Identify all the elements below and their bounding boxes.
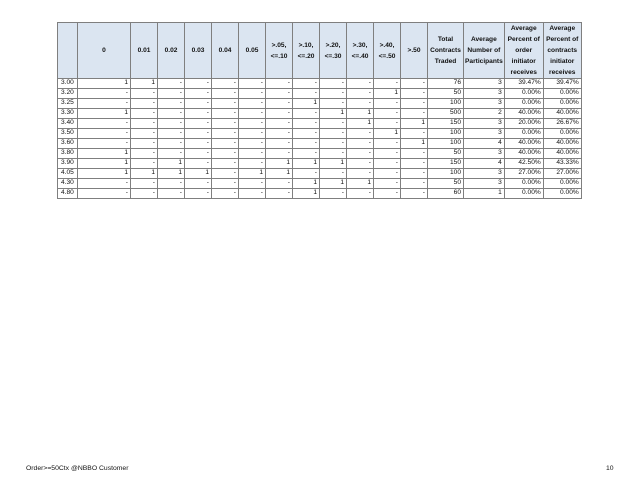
table-cell: - bbox=[212, 169, 239, 179]
table-cell: - bbox=[293, 109, 320, 119]
table-cell: - bbox=[185, 159, 212, 169]
table-cell: 1 bbox=[347, 109, 374, 119]
table-cell: - bbox=[266, 179, 293, 189]
table-row bbox=[58, 119, 582, 129]
table-cell: - bbox=[158, 79, 185, 89]
table-cell: - bbox=[185, 89, 212, 99]
table-cell: - bbox=[401, 89, 428, 99]
table-cell: 50 bbox=[428, 149, 464, 159]
table-cell: 0.00% bbox=[504, 99, 543, 109]
table-cell: - bbox=[401, 159, 428, 169]
table-cell: 0.00% bbox=[543, 89, 581, 99]
table-cell: 1 bbox=[293, 179, 320, 189]
table-cell: - bbox=[185, 119, 212, 129]
table-cell: - bbox=[401, 169, 428, 179]
table-cell: - bbox=[131, 89, 158, 99]
row-label-cell: 4.05 bbox=[58, 169, 78, 179]
row-label-cell: 3.20 bbox=[58, 89, 78, 99]
table-cell: - bbox=[293, 89, 320, 99]
table-cell: - bbox=[320, 149, 347, 159]
table-cell: - bbox=[293, 129, 320, 139]
column-header: 0.03 bbox=[185, 23, 212, 79]
table-cell: - bbox=[212, 179, 239, 189]
table-cell: - bbox=[78, 129, 131, 139]
table-cell: - bbox=[78, 189, 131, 199]
table-cell: 100 bbox=[428, 129, 464, 139]
header-row bbox=[58, 23, 582, 79]
column-header: >.50 bbox=[401, 23, 428, 79]
table-cell: 1 bbox=[266, 169, 293, 179]
table-cell: - bbox=[131, 129, 158, 139]
column-header: 0.02 bbox=[158, 23, 185, 79]
table-cell: - bbox=[185, 109, 212, 119]
table-cell: - bbox=[212, 139, 239, 149]
table-cell: - bbox=[401, 149, 428, 159]
table-cell: 0.00% bbox=[504, 189, 543, 199]
table-cell: 40.00% bbox=[543, 139, 581, 149]
column-header: Average Number of Participants bbox=[464, 23, 505, 79]
table-cell: 1 bbox=[78, 149, 131, 159]
table-cell: - bbox=[212, 89, 239, 99]
row-label-cell: 4.30 bbox=[58, 179, 78, 189]
table-cell: 0.00% bbox=[543, 99, 581, 109]
table-cell: - bbox=[266, 119, 293, 129]
footer-caption: Order>=50Ctx @NBBO Customer bbox=[26, 465, 129, 472]
table-row bbox=[58, 179, 582, 189]
table-cell: - bbox=[131, 119, 158, 129]
table-cell: 40.00% bbox=[504, 149, 543, 159]
table-cell: 1 bbox=[158, 159, 185, 169]
table-cell: - bbox=[374, 79, 401, 89]
table-cell: 1 bbox=[185, 169, 212, 179]
table-cell: - bbox=[293, 169, 320, 179]
table-cell: - bbox=[158, 139, 185, 149]
table-cell: - bbox=[374, 179, 401, 189]
table-cell: 0.00% bbox=[504, 129, 543, 139]
table-cell: 3 bbox=[464, 179, 505, 189]
table-cell: 1 bbox=[293, 189, 320, 199]
table-cell: - bbox=[239, 129, 266, 139]
table-cell: - bbox=[239, 79, 266, 89]
table-cell: 1 bbox=[464, 189, 505, 199]
table-cell: 1 bbox=[293, 99, 320, 109]
table-cell: 3 bbox=[464, 149, 505, 159]
table-cell: - bbox=[347, 79, 374, 89]
table-cell: - bbox=[239, 139, 266, 149]
table-cell: - bbox=[212, 109, 239, 119]
table-cell: 40.00% bbox=[543, 109, 581, 119]
table-cell: 42.50% bbox=[504, 159, 543, 169]
table-cell: 3 bbox=[464, 169, 505, 179]
table-cell: 3 bbox=[464, 99, 505, 109]
table-cell: 1 bbox=[78, 79, 131, 89]
table-cell: 500 bbox=[428, 109, 464, 119]
table-cell: 1 bbox=[401, 119, 428, 129]
table-cell: - bbox=[131, 179, 158, 189]
table-cell: - bbox=[185, 79, 212, 89]
column-header: >.40, <=.50 bbox=[374, 23, 401, 79]
table-cell: 27.00% bbox=[543, 169, 581, 179]
column-header: Average Percent of contracts initiator receives bbox=[543, 23, 581, 79]
table-cell: - bbox=[131, 189, 158, 199]
table-cell: 100 bbox=[428, 99, 464, 109]
table-cell: - bbox=[239, 119, 266, 129]
table-row bbox=[58, 99, 582, 109]
table-cell: 1 bbox=[131, 169, 158, 179]
table-cell: 60 bbox=[428, 189, 464, 199]
table-cell: - bbox=[212, 119, 239, 129]
column-header: Total Contracts Traded bbox=[428, 23, 464, 79]
table-cell: - bbox=[320, 169, 347, 179]
table-cell: 1 bbox=[78, 109, 131, 119]
table-cell: 1 bbox=[347, 179, 374, 189]
table-cell: - bbox=[212, 129, 239, 139]
table-cell: 1 bbox=[401, 139, 428, 149]
column-header: 0.01 bbox=[131, 23, 158, 79]
table-cell: - bbox=[320, 129, 347, 139]
table-cell: - bbox=[239, 89, 266, 99]
table-cell: - bbox=[158, 149, 185, 159]
table-cell: - bbox=[212, 189, 239, 199]
table-cell: 150 bbox=[428, 159, 464, 169]
table-cell: - bbox=[239, 189, 266, 199]
table-cell: 39.47% bbox=[543, 79, 581, 89]
table-cell: - bbox=[185, 129, 212, 139]
table-cell: - bbox=[158, 189, 185, 199]
table-cell: - bbox=[320, 89, 347, 99]
table-cell: - bbox=[320, 79, 347, 89]
table-cell: - bbox=[239, 109, 266, 119]
table-body bbox=[58, 79, 582, 199]
table-cell: 26.67% bbox=[543, 119, 581, 129]
row-label-cell: 3.25 bbox=[58, 99, 78, 109]
table-cell: - bbox=[78, 89, 131, 99]
page-number: 10 bbox=[606, 465, 614, 472]
table-cell: 3 bbox=[464, 79, 505, 89]
table-cell: - bbox=[78, 99, 131, 109]
table-cell: 1 bbox=[320, 109, 347, 119]
table-cell: - bbox=[239, 179, 266, 189]
table-cell: 3 bbox=[464, 119, 505, 129]
table-cell: - bbox=[320, 139, 347, 149]
table-cell: - bbox=[293, 149, 320, 159]
table-cell: - bbox=[347, 139, 374, 149]
table-cell: - bbox=[239, 149, 266, 159]
table-cell: - bbox=[158, 109, 185, 119]
table-cell: - bbox=[266, 89, 293, 99]
table-cell: - bbox=[347, 129, 374, 139]
table-cell: - bbox=[131, 139, 158, 149]
table-cell: - bbox=[158, 119, 185, 129]
table-cell: - bbox=[185, 179, 212, 189]
table-cell: 1 bbox=[131, 79, 158, 89]
table-cell: - bbox=[239, 99, 266, 109]
table-cell: - bbox=[347, 89, 374, 99]
table-cell: 1 bbox=[78, 169, 131, 179]
table-cell: 3 bbox=[464, 89, 505, 99]
table-cell: - bbox=[401, 129, 428, 139]
row-label-cell: 3.80 bbox=[58, 149, 78, 159]
table-cell: - bbox=[293, 119, 320, 129]
table-cell: - bbox=[212, 159, 239, 169]
table-cell: - bbox=[266, 79, 293, 89]
table-cell: 0.00% bbox=[543, 179, 581, 189]
table-row bbox=[58, 129, 582, 139]
table-cell: - bbox=[401, 99, 428, 109]
table-cell: - bbox=[347, 159, 374, 169]
table-cell: 1 bbox=[347, 119, 374, 129]
table-cell: 1 bbox=[320, 159, 347, 169]
table-cell: 1 bbox=[158, 169, 185, 179]
table-cell: 1 bbox=[374, 129, 401, 139]
table-row bbox=[58, 109, 582, 119]
table-cell: 1 bbox=[293, 159, 320, 169]
table-cell: 1 bbox=[239, 169, 266, 179]
table-cell: 100 bbox=[428, 169, 464, 179]
table-cell: 150 bbox=[428, 119, 464, 129]
data-table bbox=[57, 22, 582, 199]
table-cell: 1 bbox=[374, 89, 401, 99]
table-cell: - bbox=[347, 169, 374, 179]
table-cell: - bbox=[185, 139, 212, 149]
table-row bbox=[58, 79, 582, 89]
table-cell: - bbox=[293, 79, 320, 89]
table-cell: 0.00% bbox=[504, 89, 543, 99]
table-cell: - bbox=[320, 99, 347, 109]
table-cell: - bbox=[320, 189, 347, 199]
table-cell: - bbox=[293, 139, 320, 149]
table-cell: - bbox=[374, 189, 401, 199]
table-cell: 50 bbox=[428, 179, 464, 189]
table-cell: 1 bbox=[320, 179, 347, 189]
table-cell: - bbox=[266, 109, 293, 119]
table-cell: 100 bbox=[428, 139, 464, 149]
table-cell: 0.00% bbox=[543, 129, 581, 139]
row-label-cell: 4.80 bbox=[58, 189, 78, 199]
table-cell: - bbox=[78, 139, 131, 149]
table-cell: - bbox=[401, 109, 428, 119]
table-cell: 0.00% bbox=[504, 179, 543, 189]
table-cell: - bbox=[266, 189, 293, 199]
table-cell: - bbox=[266, 149, 293, 159]
table-cell: 2 bbox=[464, 109, 505, 119]
table-cell: - bbox=[401, 189, 428, 199]
table-cell: - bbox=[185, 189, 212, 199]
header-corner-cell bbox=[58, 23, 78, 79]
table-cell: 40.00% bbox=[543, 149, 581, 159]
table-cell: 40.00% bbox=[504, 109, 543, 119]
table-cell: 40.00% bbox=[504, 139, 543, 149]
table-cell: 43.33% bbox=[543, 159, 581, 169]
column-header: >.10, <=.20 bbox=[293, 23, 320, 79]
row-label-cell: 3.00 bbox=[58, 79, 78, 89]
table-cell: - bbox=[266, 129, 293, 139]
table-cell: - bbox=[347, 99, 374, 109]
table-cell: 0.00% bbox=[543, 189, 581, 199]
table-cell: - bbox=[401, 79, 428, 89]
table-cell: 3 bbox=[464, 129, 505, 139]
row-label-cell: 3.30 bbox=[58, 109, 78, 119]
table-cell: - bbox=[347, 189, 374, 199]
table-row bbox=[58, 169, 582, 179]
table-cell: - bbox=[374, 139, 401, 149]
row-label-cell: 3.90 bbox=[58, 159, 78, 169]
table-cell: - bbox=[212, 149, 239, 159]
table-row bbox=[58, 159, 582, 169]
row-label-cell: 3.40 bbox=[58, 119, 78, 129]
table-cell: - bbox=[266, 139, 293, 149]
table-cell: - bbox=[131, 109, 158, 119]
table-cell: 20.00% bbox=[504, 119, 543, 129]
column-header: 0.05 bbox=[239, 23, 266, 79]
table-cell: - bbox=[131, 149, 158, 159]
table-row bbox=[58, 89, 582, 99]
table-cell: - bbox=[374, 149, 401, 159]
row-label-cell: 3.50 bbox=[58, 129, 78, 139]
table-cell: - bbox=[212, 79, 239, 89]
table-cell: - bbox=[239, 159, 266, 169]
table-row bbox=[58, 189, 582, 199]
table-cell: - bbox=[320, 119, 347, 129]
table-cell: - bbox=[374, 169, 401, 179]
table-cell: - bbox=[78, 119, 131, 129]
table-cell: - bbox=[374, 119, 401, 129]
table-cell: - bbox=[374, 159, 401, 169]
table-cell: 39.47% bbox=[504, 79, 543, 89]
table-cell: 76 bbox=[428, 79, 464, 89]
table-cell: - bbox=[158, 89, 185, 99]
table-cell: - bbox=[158, 129, 185, 139]
table-cell: - bbox=[374, 99, 401, 109]
table-cell: - bbox=[158, 179, 185, 189]
table-cell: - bbox=[347, 149, 374, 159]
table-cell: 1 bbox=[78, 159, 131, 169]
column-header: 0 bbox=[78, 23, 131, 79]
table-cell: - bbox=[131, 99, 158, 109]
table-header bbox=[58, 23, 582, 79]
table-cell: - bbox=[185, 99, 212, 109]
table-cell: - bbox=[185, 149, 212, 159]
table-cell: - bbox=[131, 159, 158, 169]
table-cell: - bbox=[158, 99, 185, 109]
table-cell: 50 bbox=[428, 89, 464, 99]
table-cell: 27.00% bbox=[504, 169, 543, 179]
table-cell: - bbox=[401, 179, 428, 189]
table-cell: 1 bbox=[266, 159, 293, 169]
column-header: Average Percent of order initiator receives bbox=[504, 23, 543, 79]
table-cell: 4 bbox=[464, 159, 505, 169]
table-cell: - bbox=[212, 99, 239, 109]
row-label-cell: 3.60 bbox=[58, 139, 78, 149]
table-cell: - bbox=[266, 99, 293, 109]
table-row bbox=[58, 149, 582, 159]
table-cell: 4 bbox=[464, 139, 505, 149]
table-cell: - bbox=[78, 179, 131, 189]
table-row bbox=[58, 139, 582, 149]
column-header: >.30, <=.40 bbox=[347, 23, 374, 79]
column-header: 0.04 bbox=[212, 23, 239, 79]
column-header: >.20, <=.30 bbox=[320, 23, 347, 79]
table-cell: - bbox=[374, 109, 401, 119]
column-header: >.05, <=.10 bbox=[266, 23, 293, 79]
